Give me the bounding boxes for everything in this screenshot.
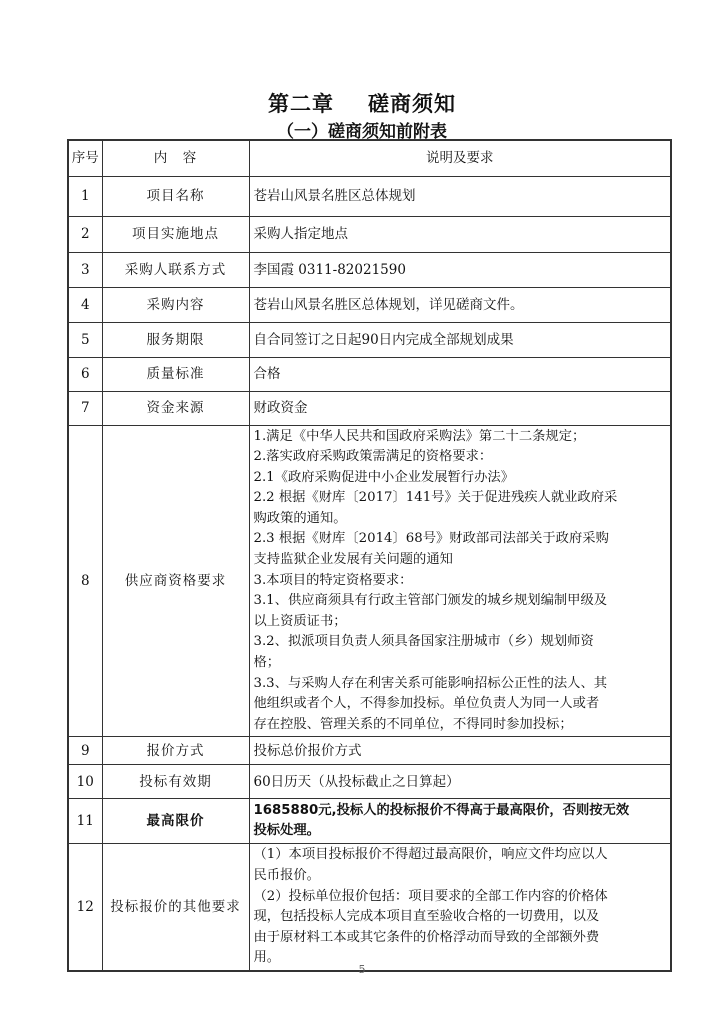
row-item: 资金来源 — [102, 391, 249, 425]
description-line: 以上资质证书； — [253, 613, 347, 629]
description-line: 3.3、与采购人存在利害关系可能影响招标公正性的法人、其 — [253, 675, 608, 691]
row-number: 3 — [68, 252, 102, 287]
chapter-name: 磋商须知 — [368, 92, 456, 116]
bid-notice-table — [67, 139, 672, 972]
table-row — [68, 252, 671, 287]
description-line: 现，包括投标人完成本项目直至验收合格的一切费用，以及 — [253, 909, 600, 925]
description-line: 格； — [253, 655, 281, 671]
table-row — [68, 765, 671, 799]
row-description — [249, 216, 671, 252]
header-item: 内 容 — [102, 140, 249, 176]
table-row — [68, 391, 671, 425]
chapter-title — [0, 88, 724, 118]
header-desc: 说明及要求 — [249, 140, 671, 176]
row-number: 10 — [68, 765, 102, 799]
row-number: 11 — [68, 799, 102, 844]
description-line: 投标总价报价方式 — [253, 742, 362, 759]
description-line: 苍岩山风景名胜区总体规划 — [253, 188, 416, 204]
row-number: 6 — [68, 357, 102, 391]
table-row — [68, 322, 671, 357]
description-line: 1.满足《中华人民共和国政府采购法》第二十二条规定； — [253, 428, 586, 444]
description-line: （2）投标单位报价包括：项目要求的全部工作内容的价格体 — [253, 888, 608, 904]
description-line: 合格 — [253, 366, 281, 382]
description-line: 购政策的通知。 — [253, 510, 347, 526]
description-line: 60日历天（从投标截止之日算起） — [253, 773, 460, 790]
row-description — [249, 737, 671, 765]
description-line: 3.1、供应商须具有行政主管部门颁发的城乡规划编制甲级及 — [253, 593, 608, 609]
description-line: 2.2 根据《财库〔2017〕141号》关于促进残疾人就业政府采 — [253, 490, 618, 506]
description-line: 采购人指定地点 — [253, 226, 348, 242]
row-number: 7 — [68, 391, 102, 425]
description-line: 苍岩山风景名胜区总体规划，详见磋商文件。 — [253, 296, 524, 313]
table-row — [68, 425, 671, 737]
row-description — [249, 844, 671, 971]
row-item: 采购内容 — [102, 287, 249, 322]
description-line: 支持监狱企业发展有关问题的通知 — [253, 552, 453, 568]
section-subtitle: （一）磋商须知前附表 — [277, 122, 447, 142]
row-number: 1 — [68, 176, 102, 216]
description-line: 2.3 根据《财库〔2014〕68号》财政部司法部关于政府采购 — [253, 531, 609, 547]
table-row — [68, 287, 671, 322]
description-line: 3.本项目的特定资格要求： — [253, 572, 413, 588]
description-line: 2.落实政府采购政策需满足的资格要求： — [253, 449, 493, 465]
row-item: 采购人联系方式 — [102, 252, 249, 287]
description-line: 李国霞 0311-82021590 — [253, 261, 406, 278]
header-no: 序号 — [68, 140, 102, 176]
row-number: 12 — [68, 844, 102, 971]
row-description — [249, 322, 671, 357]
row-number: 8 — [68, 425, 102, 737]
description-line: （1）本项目投标报价不得超过最高限价，响应文件均应以人 — [253, 847, 608, 863]
description-line: 存在控股、管理关系的不同单位，不得同时参加投标； — [253, 716, 573, 732]
table-row — [68, 216, 671, 252]
row-number: 4 — [68, 287, 102, 322]
description-line: 3.2、拟派项目负责人须具备国家注册城市（乡）规划师资 — [253, 634, 594, 650]
row-description — [249, 799, 671, 844]
chapter-number: 第二章 — [268, 92, 334, 116]
table-row — [68, 737, 671, 765]
row-item: 投标有效期 — [102, 765, 249, 799]
table-header-row — [68, 140, 671, 176]
table-row — [68, 357, 671, 391]
row-item: 项目实施地点 — [102, 216, 249, 252]
row-description — [249, 765, 671, 799]
description-line: 他组织或者个人，不得参加投标。单位负责人为同一人或者 — [253, 696, 600, 712]
row-description — [249, 391, 671, 425]
row-description — [249, 176, 671, 216]
row-number: 2 — [68, 216, 102, 252]
table-row — [68, 799, 671, 844]
description-line: 1685880元,投标人的投标报价不得高于最高限价，否则按无效 — [253, 802, 630, 818]
description-line: 用。 — [253, 950, 281, 966]
row-item: 服务期限 — [102, 322, 249, 357]
row-item: 供应商资格要求 — [102, 425, 249, 737]
row-description — [249, 425, 671, 737]
description-line: 由于原材料工本或其它条件的价格浮动而导致的全部额外费 — [253, 929, 600, 945]
row-item: 质量标准 — [102, 357, 249, 391]
row-number: 9 — [68, 737, 102, 765]
description-line: 自合同签订之日起90日内完成全部规划成果 — [253, 331, 514, 348]
row-description — [249, 252, 671, 287]
row-description — [249, 287, 671, 322]
description-line: 民币报价。 — [253, 868, 320, 883]
page-number: 5 — [358, 963, 366, 976]
description-line: 2.1《政府采购促进中小企业发展暂行办法》 — [253, 469, 514, 485]
table-row — [68, 844, 671, 971]
row-number: 5 — [68, 322, 102, 357]
row-description — [249, 357, 671, 391]
row-item: 报价方式 — [102, 737, 249, 765]
row-item: 项目名称 — [102, 176, 249, 216]
table-row — [68, 176, 671, 216]
row-item: 投标报价的其他要求 — [102, 844, 249, 971]
row-item: 最高限价 — [102, 799, 249, 844]
description-line: 财政资金 — [253, 400, 308, 416]
description-line: 投标处理。 — [253, 823, 320, 839]
